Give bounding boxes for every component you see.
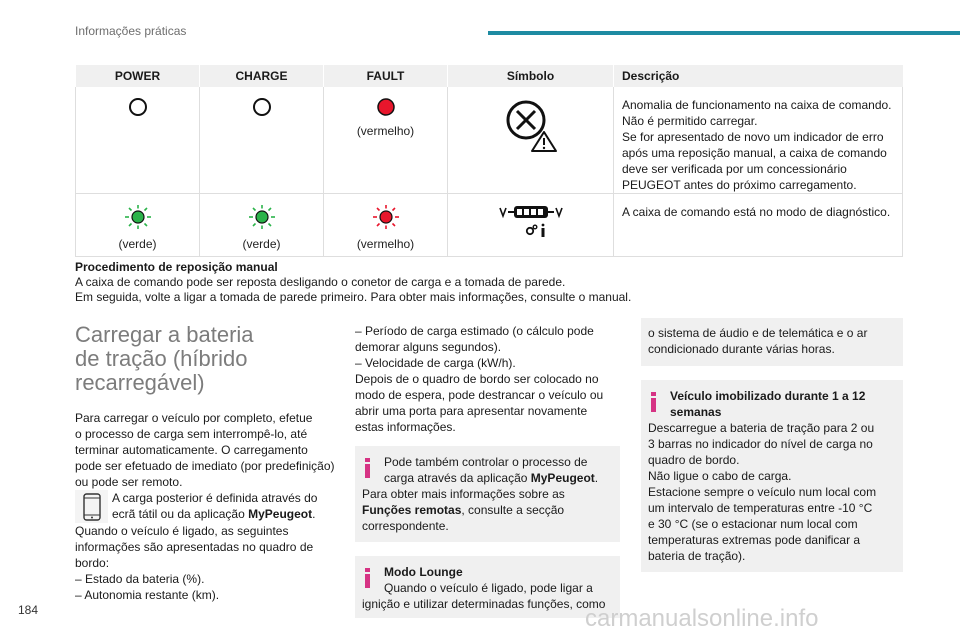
status-table [75, 65, 903, 257]
text-line: abrir uma porta para apresentar novamente [355, 404, 588, 418]
intro-paragraph [75, 410, 341, 490]
text-span: carga através da aplicação [384, 471, 531, 485]
text-line [112, 506, 317, 522]
description-line: após uma reposição manual, a caixa de comando [622, 146, 887, 160]
charge-color-label: (verde) [242, 237, 281, 251]
col-header-power: POWER [76, 65, 200, 87]
text-line: Quando o veículo é ligado, as seguintes [75, 524, 289, 538]
text-line: terminar automaticamente. O carregamento [75, 443, 308, 457]
fault-color-label: (vermelho) [356, 124, 415, 138]
smartphone-note [75, 490, 341, 523]
text-line: temperaturas extremas pode danificar a [648, 533, 861, 547]
note-heading: Veículo imobilizado durante 1 a 12 [670, 389, 866, 403]
col-header-description: Descrição [614, 65, 903, 87]
list-item: – Período de carga estimado (o cálculo pode [355, 324, 594, 338]
text-span: ecrã tátil ou da aplicação [112, 507, 249, 521]
smartphone-icon-box [75, 490, 108, 523]
header-accent-bar [488, 31, 960, 35]
manual-reset-procedure [75, 260, 905, 305]
charge-cell [200, 194, 324, 257]
fault-symbol-icon [503, 97, 559, 153]
text-line: Estacione sempre o veículo num local com [648, 485, 877, 499]
procedure-line: Em seguida, volte a ligar a tomada de parede primeiro. Para obter mais informações, consulte o manual. [75, 290, 632, 304]
text-line [362, 470, 612, 486]
text-span: . [594, 471, 599, 485]
section-title [75, 323, 341, 395]
symbol-cell [448, 194, 614, 257]
text-line: o processo de carga sem interrompê-lo, até [75, 427, 308, 441]
text-line: pode ser efetuado de imediato (por predefinição) [75, 459, 335, 473]
info-icon [364, 568, 371, 588]
note-vehicle-immobilized [641, 380, 903, 572]
fault-cell [324, 194, 448, 257]
led-off-icon [128, 97, 148, 117]
watermark: carmanualsonline.info [585, 605, 819, 632]
text-line: um intervalo de temperaturas entre -10 °C [648, 501, 873, 515]
remote-functions-label: Funções remotas [362, 503, 462, 517]
text-span: . [312, 507, 316, 521]
table-header-row [76, 65, 903, 87]
text-line: bateria de tração). [648, 549, 746, 563]
description-cell [614, 87, 903, 194]
symbol-cell [448, 87, 614, 194]
text-line: quadro de bordo. [648, 453, 740, 467]
text-line: Não ligue o cabo de carga. [648, 469, 792, 483]
text-line: o sistema de áudio e de telemática e o ar [648, 326, 868, 340]
text-line: e 30 °C (se o estacionar num local com [648, 517, 858, 531]
procedure-line: A caixa de comando pode ser reposta desligando o conetor de carga e a tomada de parede. [75, 275, 566, 289]
info-icon [364, 458, 371, 478]
led-red-blink-icon [370, 204, 402, 230]
section-title-line: de tração (híbrido [75, 346, 248, 371]
smartphone-icon [82, 493, 102, 521]
text-line: Quando o veículo é ligado, pode ligar a [384, 581, 593, 595]
column-right [641, 318, 903, 572]
section-title-line: Carregar a bateria [75, 322, 254, 347]
led-green-blink-icon [122, 204, 154, 230]
info-icon [650, 392, 657, 412]
description-line: Se for apresentado de novo um indicador de erro [622, 130, 884, 144]
fault-cell [324, 87, 448, 194]
text-line: estas informações. [355, 420, 456, 434]
text-line: ou pode ser remoto. [75, 475, 183, 489]
note-heading: Modo Lounge [384, 565, 463, 579]
col-header-symbol: Símbolo [448, 65, 614, 87]
text-line: Depois de o quadro de bordo ser colocado no [355, 372, 599, 386]
column-middle [355, 323, 620, 618]
text-line: bordo: [75, 556, 110, 570]
power-color-label: (verde) [118, 237, 157, 251]
note-heading: semanas [670, 405, 722, 419]
diagnostic-symbol-icon [496, 204, 566, 240]
table-row [76, 194, 903, 257]
app-name: MyPeugeot [530, 471, 595, 485]
description-line: Anomalia de funcionamento na caixa de comando. [622, 98, 892, 112]
col-header-charge: CHARGE [200, 65, 324, 87]
power-cell [76, 194, 200, 257]
page-number: 184 [18, 603, 39, 617]
middle-paragraph [355, 323, 620, 435]
column-left [75, 323, 341, 603]
text-span: , consulte a secção [461, 503, 565, 517]
note-lounge-mode [355, 556, 620, 618]
text-line: A carga posterior é definida através do [112, 491, 318, 505]
dashboard-info-paragraph [75, 523, 341, 603]
led-red-icon [376, 97, 396, 117]
page-header-title: Informações práticas [75, 24, 187, 38]
led-off-icon [252, 97, 272, 117]
text-line: modo de espera, pode destrancar o veículo ou [355, 388, 604, 402]
list-item: – Estado da bateria (%). [75, 572, 205, 586]
section-title-line: recarregável) [75, 370, 205, 395]
list-item: – Autonomia restante (km). [75, 588, 220, 602]
charge-cell [200, 87, 324, 194]
description-line: PEUGEOT antes do próximo carregamento. [622, 178, 857, 192]
note-lounge-continued [641, 318, 903, 366]
description-line: Não é permitido carregar. [622, 114, 758, 128]
led-green-blink-icon [246, 204, 278, 230]
text-line: ignição e utilizar determinadas funções, como [362, 597, 606, 611]
text-line [362, 502, 612, 518]
description-line: deve ser verificada por um concessionário [622, 162, 847, 176]
fault-color-label: (vermelho) [356, 237, 415, 251]
table-row [76, 87, 903, 194]
text-line: Pode também controlar o processo de [384, 455, 588, 469]
text-line: informações são apresentadas no quadro de [75, 540, 314, 554]
text-line: Para carregar o veículo por completo, efetue [75, 411, 313, 425]
text-line: demorar alguns segundos). [355, 340, 502, 354]
power-cell [76, 87, 200, 194]
text-line: 3 barras no indicador do nível de carga no [648, 437, 873, 451]
procedure-heading: Procedimento de reposição manual [75, 260, 278, 274]
text-line: correspondente. [362, 519, 449, 533]
description-cell: A caixa de comando está no modo de diagnóstico. [614, 194, 903, 257]
text-line: Descarregue a bateria de tração para 2 ou [648, 421, 875, 435]
text-line: Para obter mais informações sobre as [362, 487, 565, 501]
list-item: – Velocidade de carga (kW/h). [355, 356, 516, 370]
text-line: condicionado durante várias horas. [648, 342, 835, 356]
col-header-fault: FAULT [324, 65, 448, 87]
app-name: MyPeugeot [248, 507, 313, 521]
note-remote-app [355, 446, 620, 542]
